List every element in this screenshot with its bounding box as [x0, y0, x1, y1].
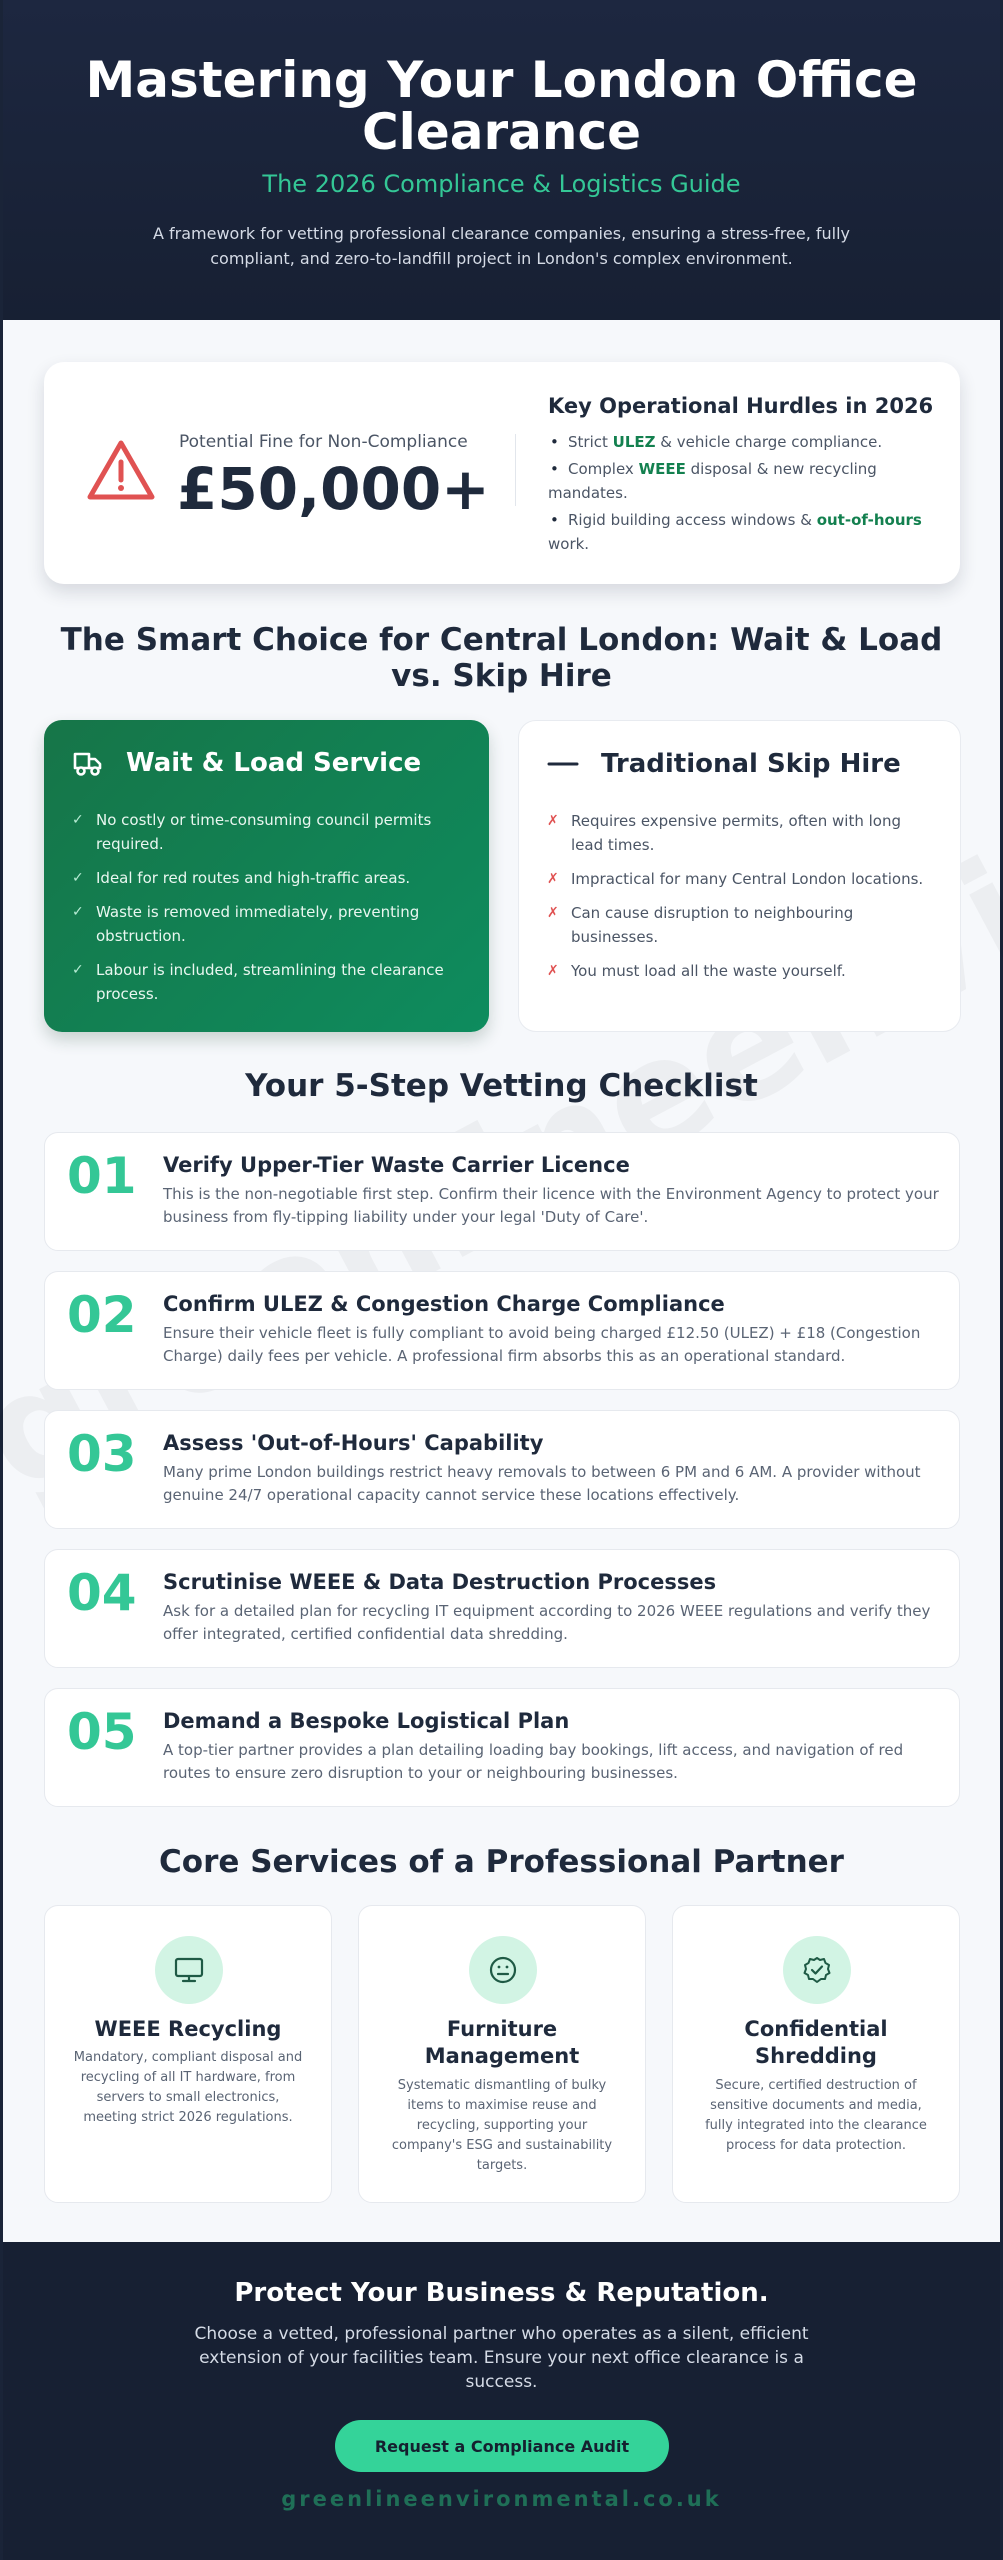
website-link[interactable]: greenlineenvironmental.co.uk — [281, 2487, 722, 2511]
footer — [3, 2242, 1000, 2560]
request-audit-button[interactable]: Request a Compliance Audit — [335, 2420, 669, 2472]
warning-triangle-icon — [86, 438, 156, 502]
fine-card — [44, 362, 960, 584]
step-title: Assess 'Out-of-Hours' Capability — [163, 1431, 544, 1455]
cross-icon: ✗ — [547, 871, 559, 887]
cross-icon: ✗ — [547, 963, 559, 979]
list-item: ✗ Impractical for many Central London locations. — [547, 867, 937, 891]
page — [3, 0, 1000, 2560]
check-icon: ✓ — [72, 904, 84, 920]
minus-icon — [547, 749, 579, 779]
shield-check-icon — [801, 1954, 833, 1986]
list-item: ✓ No costly or time-consuming council permits required. — [72, 808, 462, 856]
service-card — [672, 1905, 960, 2203]
step-title: Confirm ULEZ & Congestion Charge Compliance — [163, 1292, 725, 1316]
list-item: ✗ Can cause disruption to neighbouring businesses. — [547, 901, 937, 949]
truck-icon — [72, 748, 104, 778]
skip-hire-title: Traditional Skip Hire — [601, 749, 901, 779]
comparison-title: The Smart Choice for Central London: Wait & Load vs. Skip Hire — [60, 622, 943, 694]
cross-icon: ✗ — [547, 905, 559, 921]
list-item: ✓ Ideal for red routes and high-traffic areas. — [72, 866, 462, 890]
checklist-step — [44, 1688, 960, 1807]
step-description: Ask for a detailed plan for recycling IT equipment according to 2026 WEEE regulations and verify they offer integrated, certified confidential data shredding. — [163, 1602, 931, 1643]
checklist-step — [44, 1132, 960, 1251]
service-title: Confidential Shredding — [744, 2017, 888, 2068]
service-card — [358, 1905, 646, 2203]
wait-load-title: Wait & Load Service — [126, 748, 422, 778]
step-description: Many prime London buildings restrict heavy removals to between 6 PM and 6 AM. A provider without genuine 24/7 operational capacity cannot service these locations effectively. — [163, 1463, 921, 1504]
step-description: A top-tier partner provides a plan detailing loading bay bookings, lift access, and navigation of red routes to ensure zero disruption to your or neighbouring businesses. — [163, 1741, 904, 1782]
step-number: 02 — [67, 1286, 137, 1344]
wait-load-card — [44, 720, 489, 1032]
step-description: This is the non-negotiable first step. Confirm their licence with the Environment Agency to protect your business from fly-tipping liability under your legal 'Duty of Care'. — [163, 1185, 939, 1226]
list-item: ✓ Labour is included, streamlining the clearance process. — [72, 958, 462, 1006]
footer-text: Choose a vetted, professional partner who operates as a silent, efficient extension of your facilities team. Ensure your next office clearance is a success. — [194, 2324, 809, 2392]
list-item: ✓ Waste is removed immediately, preventing obstruction. — [72, 900, 462, 948]
checklist-step — [44, 1549, 960, 1668]
card-divider — [515, 434, 516, 506]
smile-icon — [487, 1954, 519, 1986]
cross-icon: ✗ — [547, 813, 559, 829]
checklist-step — [44, 1410, 960, 1529]
checklist-title: Your 5-Step Vetting Checklist — [245, 1068, 758, 1104]
service-description: Secure, certified destruction of sensitive documents and media, fully integrated into the clearance process for data protection. — [705, 2078, 927, 2153]
fine-value: £50,000+ — [177, 455, 490, 523]
hurdles-list — [548, 430, 938, 559]
service-description: Systematic dismantling of bulky items to maximise reuse and recycling, supporting your company's ESG and sustainability targets. — [391, 2078, 613, 2173]
checklist-step — [44, 1271, 960, 1390]
service-description: Mandatory, compliant disposal and recycling of all IT hardware, from servers to small electronics, meeting strict 2026 regulations. — [73, 2050, 303, 2125]
step-description: Ensure their vehicle fleet is fully compliant to avoid being charged £12.50 (ULEZ) + £18 (Congestion Charge) daily fees per vehicle. A professional firm absorbs this as an operational standard. — [163, 1324, 921, 1365]
hurdle-item: • Rigid building access windows & out-of-hours work. — [548, 508, 938, 556]
step-number: 04 — [67, 1564, 137, 1622]
skip-hire-list — [547, 809, 937, 993]
check-icon: ✓ — [72, 812, 84, 828]
services-title: Core Services of a Professional Partner — [159, 1844, 844, 1880]
hurdle-item: • Strict ULEZ & vehicle charge compliance. — [548, 430, 938, 454]
hurdles-title: Key Operational Hurdles in 2026 — [548, 394, 934, 418]
page-title: Mastering Your London Office Clearance — [85, 51, 918, 161]
step-number: 03 — [67, 1425, 137, 1483]
step-title: Verify Upper-Tier Waste Carrier Licence — [163, 1153, 630, 1177]
list-item: ✗ Requires expensive permits, often with long lead times. — [547, 809, 937, 857]
check-icon: ✓ — [72, 870, 84, 886]
step-title: Demand a Bespoke Logistical Plan — [163, 1709, 570, 1733]
page-subtitle: The 2026 Compliance & Logistics Guide — [262, 170, 741, 198]
hero-description: A framework for vetting professional clearance companies, ensuring a stress-free, fully compliant, and zero-to-landfill project in London's complex environment. — [152, 224, 851, 268]
check-icon: ✓ — [72, 962, 84, 978]
hero — [3, 0, 1000, 320]
step-number: 05 — [67, 1703, 137, 1761]
fine-label: Potential Fine for Non-Compliance — [179, 432, 468, 452]
wait-load-list — [72, 808, 462, 1016]
service-card — [44, 1905, 332, 2203]
step-title: Scrutinise WEEE & Data Destruction Processes — [163, 1570, 717, 1594]
service-title: WEEE Recycling — [94, 2017, 282, 2041]
monitor-icon — [173, 1954, 205, 1986]
hurdle-item: • Complex WEEE disposal & new recycling mandates. — [548, 457, 938, 505]
list-item: ✗ You must load all the waste yourself. — [547, 959, 937, 983]
step-number: 01 — [67, 1147, 137, 1205]
footer-title: Protect Your Business & Reputation. — [234, 2278, 769, 2308]
skip-hire-card — [518, 720, 961, 1032]
service-title: Furniture Management — [424, 2017, 580, 2068]
